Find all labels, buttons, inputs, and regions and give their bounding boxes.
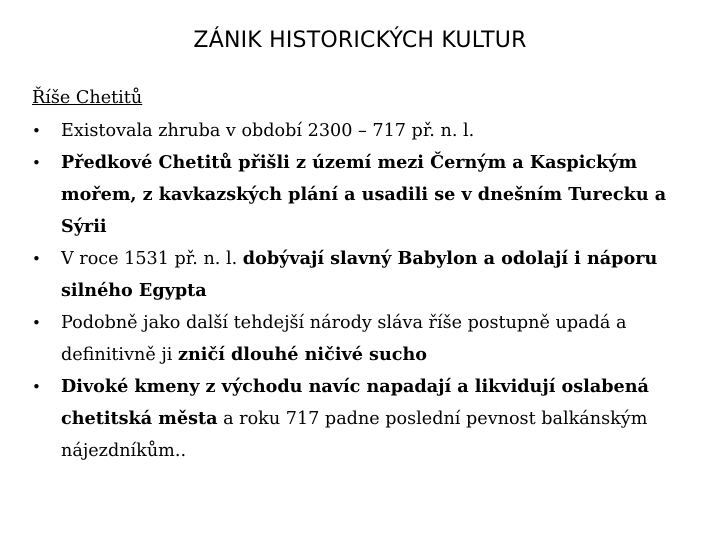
bullet-text: Existovala zhruba v období 2300 – 717 př. n. l.: [61, 121, 475, 141]
slide-content: [32, 82, 702, 467]
slide-title: ZÁNIK HISTORICKÝCH KULTUR: [193, 28, 527, 53]
bullet-dot: •: [32, 154, 41, 172]
bullet-text-bold: dobývají slavný Babylon a odolají i náporu silného Egypta: [61, 248, 658, 301]
bullet-dot: •: [32, 378, 41, 396]
bullet-item: [32, 371, 702, 467]
bullet-dot: •: [32, 122, 41, 140]
bullet-item: [32, 243, 702, 307]
bullet-text-bold: zničí dlouhé ničivé sucho: [178, 344, 427, 365]
bullet-list: [32, 115, 702, 467]
bullet-text: a roku 717 padne poslední pevnost balkánským nájezdníkům..: [61, 409, 648, 461]
bullet-dot: •: [32, 250, 41, 268]
bullet-item: [32, 307, 702, 371]
bullet-dot: •: [32, 314, 41, 332]
bullet-item: [32, 147, 702, 243]
bullet-text-bold: Předkové Chetitů přišli z území mezi Černým a Kaspickým mořem, z kavkazských plání a usadili se v dnešním Turecku a Sýrii: [61, 152, 667, 237]
section-heading: Říše Chetitů: [32, 88, 143, 108]
bullet-text: V roce 1531 př. n. l.: [61, 249, 243, 269]
bullet-text: Podobně jako další tehdejší národy sláva říše postupně upadá a definitivně ji: [61, 313, 627, 365]
bullet-text-bold: Divoké kmeny z východu navíc napadají a likvidují oslabená chetitská města: [61, 376, 649, 429]
bullet-item: [32, 115, 702, 147]
